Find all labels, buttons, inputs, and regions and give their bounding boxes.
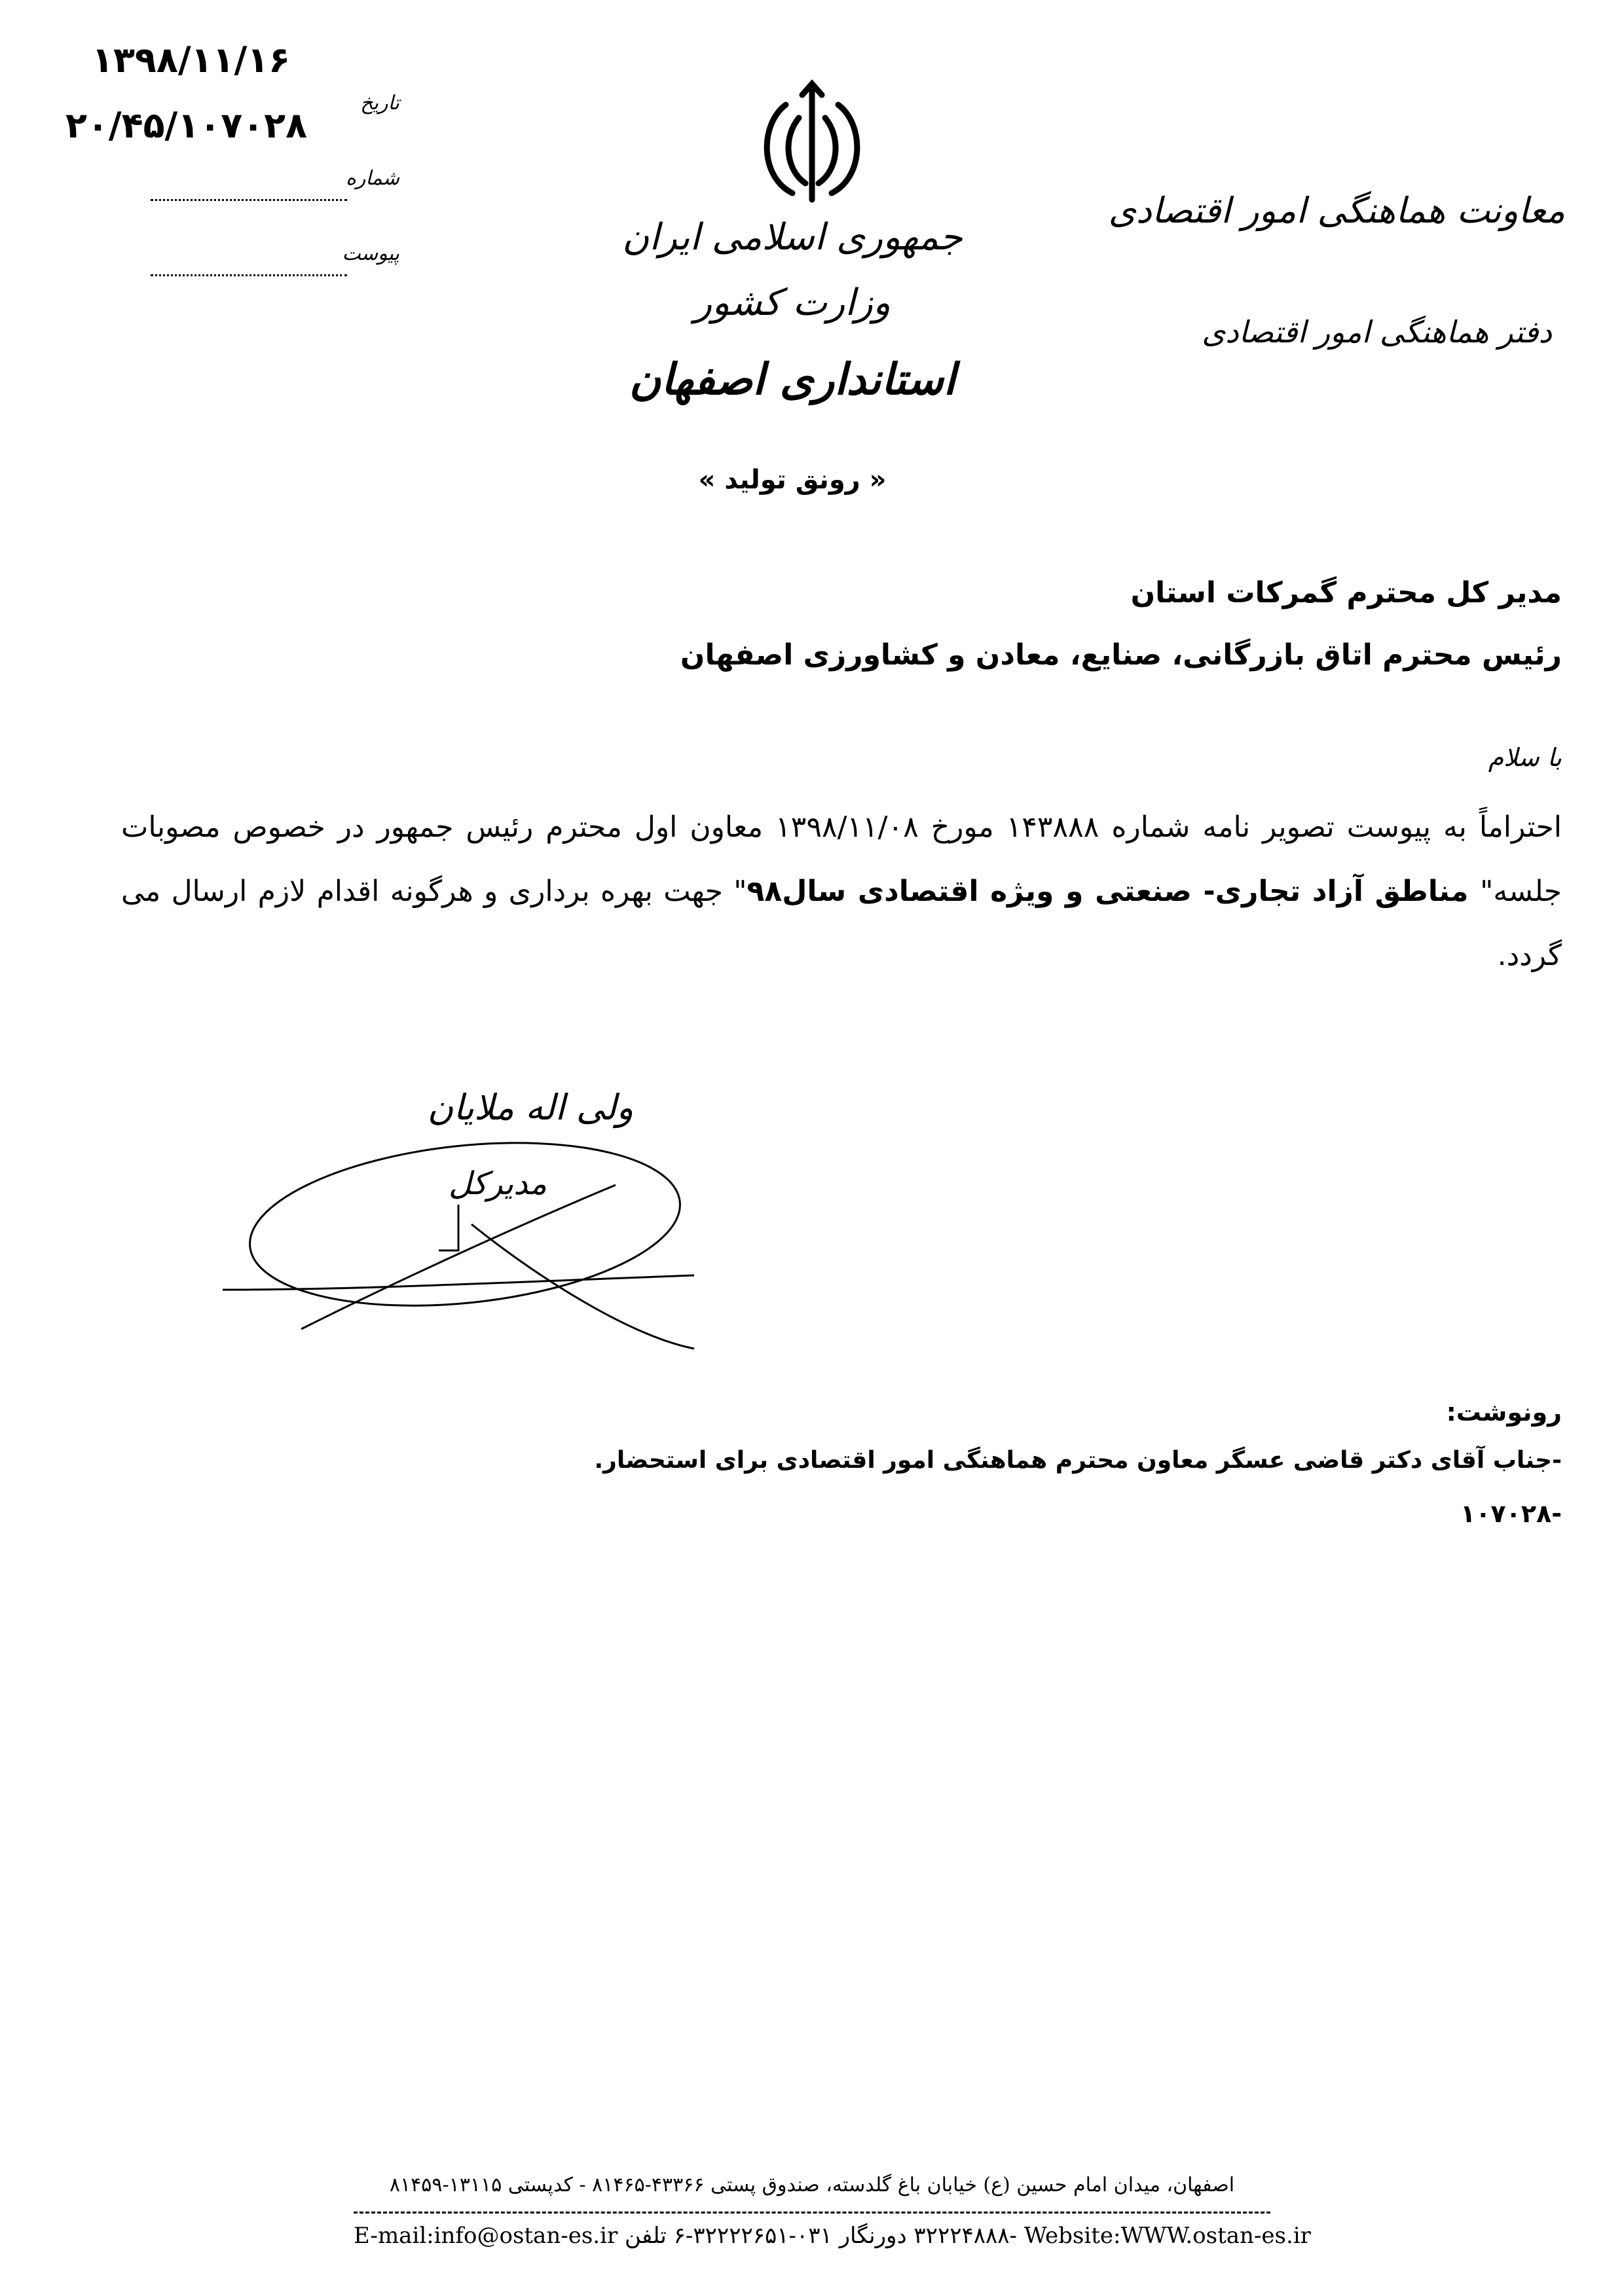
body-text-part1: احتراماً به پیوست تصویر نامه شماره ۱۴۳۸۸۸ مورخ ۱۳۹۸/۱۱/۰۸ معاون اول محترم رئیس جمهور در خصوص مصوبات جلسه": [121, 811, 1562, 908]
footer-website: Website:WWW.ostan-es.ir: [1024, 2223, 1311, 2249]
number-label: شماره: [346, 167, 399, 190]
attachment-label: پیوست: [342, 242, 399, 265]
attachment-dotted-line: [151, 274, 347, 276]
handwritten-date: ۱۳۹۸/۱۱/۱۶: [92, 39, 291, 81]
copies-recipient: -جناب آقای دکتر قاضی عسگر معاون محترم هماهنگی امور اقتصادی برای استحضار.: [594, 1447, 1562, 1474]
slogan: « رونق تولید »: [698, 465, 887, 495]
office-line-bureau: دفتر هماهنگی امور اقتصادی: [1202, 314, 1552, 350]
attachment-row: [151, 242, 399, 282]
footer-phones: -۳۲۲۲۴۸۸۸ دورنگار ۰۳۱-۳۲۲۲۲۶۵۱-۶ تلفن: [625, 2223, 1018, 2249]
footer-address: اصفهان، میدان امام حسین (ع) خیابان باغ گلدسته، صندوق پستی ۴۳۳۶۶-۸۱۴۶۵ - کدپستی ۱۳۱۱۵-۸۱۴۵۹: [389, 2174, 1235, 2196]
number-dotted-line: [151, 199, 347, 201]
signature-name: ولی اله ملایان: [427, 1087, 634, 1128]
greeting: با سلام: [1488, 743, 1562, 772]
body-text-part2: " جهت بهره برداری و هرگونه اقدام لازم ارسال می گردد.: [121, 875, 1562, 972]
handwritten-number: ۲۰/۴۵/۱۰۷۰۲۸: [65, 105, 308, 146]
date-label: تاریخ: [360, 92, 399, 115]
copies-title: رونوشت:: [1446, 1398, 1562, 1427]
footer-divider: [354, 2212, 1270, 2214]
emblem-line-ministry: وزارت کشور: [694, 282, 891, 324]
iran-emblem-icon: [747, 79, 877, 223]
emblem-line-governorate: استانداری اصفهان: [629, 354, 956, 405]
recipient-chamber: رئیس محترم اتاق بازرگانی، صنایع، معادن و کشاورزی اصفهان: [680, 638, 1562, 672]
office-line-deputy: معاونت هماهنگی امور اقتصادی: [1108, 190, 1565, 231]
signature-title: مدیرکل: [449, 1165, 547, 1202]
number-row: [151, 167, 399, 206]
footer-email: E-mail:info@ostan-es.ir: [354, 2223, 618, 2249]
footer-contacts: [354, 2223, 1311, 2249]
letter-body: [121, 795, 1562, 988]
recipient-customs: مدیر کل محترم گمرکات استان: [1130, 576, 1562, 610]
emblem-line-country: جمهوری اسلامی ایران: [622, 216, 963, 259]
date-row: [151, 92, 399, 131]
body-text-bold: مناطق آزاد تجاری- صنعتی و ویژه اقتصادی سال۹۸: [747, 875, 1481, 908]
copies-reference: -۱۰۷۰۲۸: [1460, 1499, 1562, 1528]
